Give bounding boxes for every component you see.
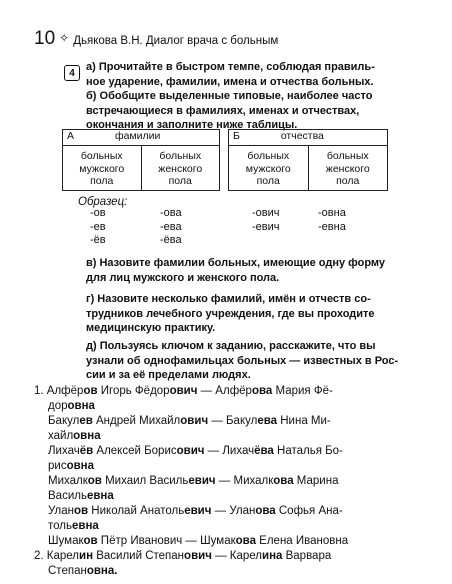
bold-ending: ов [83,535,98,547]
list-item [48,534,348,549]
task-b-line: встречающиеся в фамилиях, именах и отчествах, [86,104,360,117]
bold-ending: ев [79,415,93,427]
list-text: Нина Ми- [277,415,331,427]
list-item [48,489,114,504]
list-text: Степан [48,565,87,577]
list-text: дор [48,400,68,412]
table-cell-male: больных мужского пола [63,146,142,191]
table-title: фамилии [114,130,161,142]
list-item [48,414,331,429]
bold-ending: евна [86,490,114,502]
list-text: Лихач [48,445,80,457]
sample-surnames-female: -ова -ева -ёва [160,207,182,246]
list-item [48,459,94,474]
list-item [48,444,343,459]
sample-label: Образец: [78,196,128,208]
list-text: Софья Ана- [275,505,343,517]
list-text: Шумак [48,535,84,547]
task-g: г) Назовите несколько фамилий, имён и отчеств со- трудников лечебного учреждения, где вы проходите медицинскую практику. [86,293,375,334]
list-text: Игорь Фёдор [97,385,170,397]
bold-ending: ова [255,505,276,517]
list-text: — Лихач [204,445,255,457]
page-header [34,28,278,50]
task-a-b [86,60,426,133]
list-item [48,564,117,579]
bold-ending: евна [71,520,99,532]
bold-ending: овна [73,430,101,442]
list-item [48,474,338,489]
table-cell-female: больных женского пола [141,146,220,191]
bold-ending: ин [79,550,94,562]
list-text: — Бакул [208,415,258,427]
table-patronymics [228,129,388,191]
bold-ending: овна [66,460,95,472]
bold-ending: ович [184,550,212,562]
list-text: 2. [34,550,47,562]
sample-surnames-male: -ов -ев -ёв [90,207,106,246]
bold-ending: ович [169,385,198,397]
task-number-badge: 4 [64,65,80,81]
bold-ending: ович [180,415,209,427]
list-text: Пётр Иванович — Шумак [97,535,236,547]
bold-ending: ова [273,475,294,487]
list-item [48,519,99,534]
bold-ending: овна [67,400,95,412]
table-cell-female: больных женского пола [308,146,388,191]
list-text: — Улан [211,505,256,517]
bold-ending: ов [74,505,89,517]
bold-ending: овна. [86,565,118,577]
list-text: Михаил Василь [101,475,189,487]
list-item [48,504,343,519]
running-title: Дьякова В.Н. Диалог врача с больным [73,35,279,47]
sample-patronymics-male: -ович -евич [252,207,280,233]
list-item [48,399,95,414]
list-text: Алексей Борис [93,445,177,457]
task-b-line: б) Обобщите выделенные типовые, наиболее часто [86,90,373,102]
list-text: 1. [34,385,47,397]
task-b-line: окончания и заполните ниже таблицы. [86,119,298,131]
page-number: 10 [34,28,56,49]
list-text: — Михалк [215,475,274,487]
bold-ending: ов [83,385,98,397]
list-item [34,384,333,399]
list-item [34,549,331,564]
bold-ending: ёв [79,445,94,457]
task-d: д) Пользуясь ключом к заданию, расскажите, что вы узнали об однофамильцах больных — известных в Рос- сии и за её пределами людях. [86,340,399,381]
table-surnames [62,129,220,191]
table-header [63,130,220,146]
list-text: Елена Ивановна [255,535,349,547]
bold-ending: ова [235,535,256,547]
bold-ending: ова [251,385,273,397]
list-text: Наталья Бо- [273,445,343,457]
task-a-line: ное ударение, фамилии, имена и отчества больных. [86,75,374,88]
bold-ending: ёва [254,445,274,457]
task-v: в) Назовите фамилии больных, имеющие одну форму для лиц мужского и женского пола. [86,257,386,284]
bold-ending: ович [176,445,205,457]
list-text: Николай Анатоль [88,505,185,517]
list-text: Михалк [48,475,88,487]
list-text: Мария Фё- [272,385,333,397]
list-item [48,429,101,444]
bold-ending: ева [257,415,278,427]
list-text: хайл [48,430,74,442]
list-text: Андрей Михайл [92,415,181,427]
list-text: Василий Степан [93,550,185,562]
list-text: Василь [48,490,87,502]
list-text: — Алфёр [197,385,252,397]
table-cell-male: больных мужского пола [229,146,309,191]
list-text: — Карел [211,550,262,562]
diamond-icon: ✧ [59,31,70,45]
table-title: отчества [280,130,324,142]
sample-patronymics-female: -овна -евна [318,207,346,233]
task-a-line: а) Прочитайте в быстром темпе, соблюдая правиль- [86,61,375,73]
list-text: Бакул [48,415,80,427]
table-letter: Б [233,130,240,142]
list-text: Марина [293,475,339,487]
list-text: Алфёр [46,385,84,397]
bold-ending: евич [188,475,216,487]
table-letter: А [67,130,75,142]
list-text: Улан [48,505,74,517]
bold-ending: ина [262,550,283,562]
list-text: толь [48,520,72,532]
list-text: Варвара [282,550,332,562]
bold-ending: ов [87,475,102,487]
list-text: Карел [46,550,80,562]
bold-ending: евич [184,505,212,517]
table-header [229,130,388,146]
list-text: рис [48,460,67,472]
